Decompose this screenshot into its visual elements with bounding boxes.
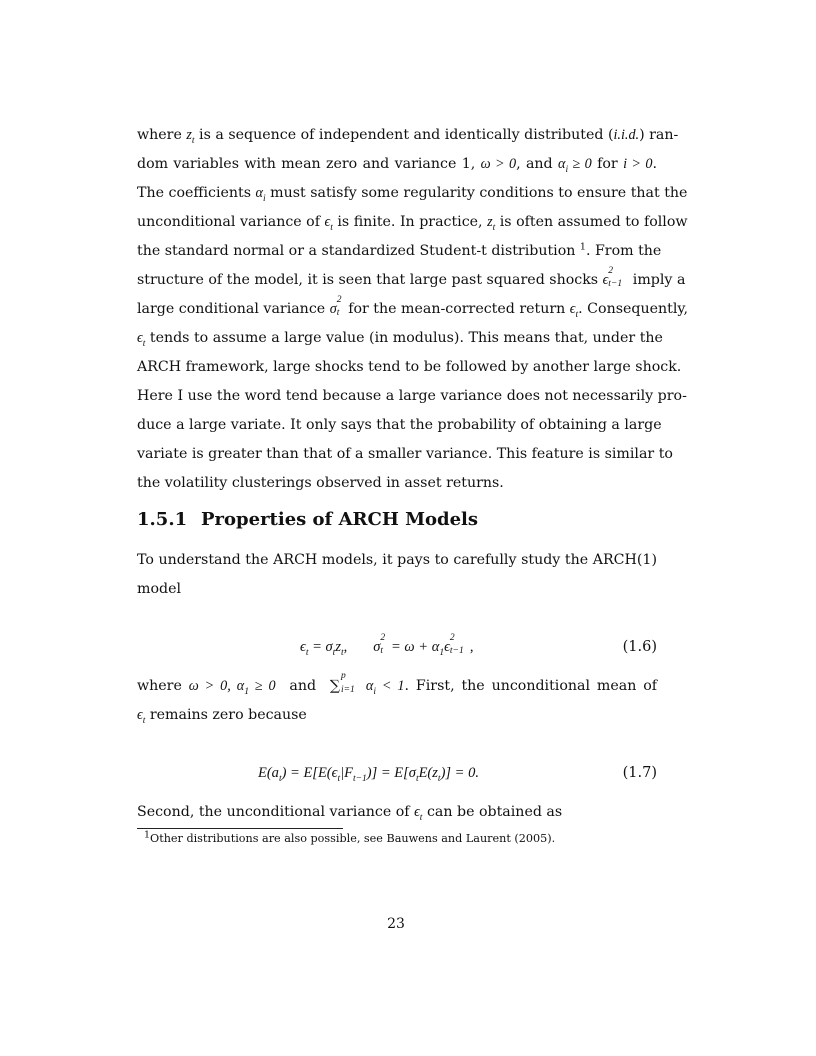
- paragraph-line: large conditional variance σ 2 t for the mean-corrected return $\epsilon_t$. Consequently,: [137, 295, 689, 320]
- footnote-marker: 1: [579, 241, 586, 253]
- paragraph-line: where ω > 0, $\alpha_1 \ge 0$ and ∑ p i=1 $\alpha_i < 1$. First, the unconditional mean of: [137, 671, 658, 697]
- paragraph-line: structure of the model, it is seen that large past squared shocks ϵ 2 t−1 imply a: [137, 266, 686, 289]
- paragraph-line: model: [137, 581, 182, 597]
- section-heading: [137, 508, 478, 532]
- paragraph-line: Here I use the word tend because a large variance does not necessarily pro-: [137, 388, 687, 404]
- paragraph-line: $\epsilon_t$ tends to assume a large value (in modulus). This means that, under the: [137, 330, 663, 349]
- paragraph-line: the standard normal or a standardized Student-t distribution $^1$. From the: [137, 241, 662, 259]
- paragraph-line: ARCH framework, large shocks tend to be followed by another large shock.: [137, 359, 682, 375]
- equation-body: $\epsilon_t = \sigma_tz_t$, σ 2 t = $\omega + \alpha_1\epsilon$ 2 t−1 ,: [300, 633, 474, 658]
- section-number: 1.5.1: [137, 509, 188, 530]
- paragraph-line: the volatility clusterings observed in asset returns.: [137, 475, 504, 491]
- paragraph-line: To understand the ARCH models, it pays to carefully study the ARCH(1): [137, 552, 657, 568]
- paragraph-line: variate is greater than that of a smaller variance. This feature is similar to: [137, 446, 673, 462]
- equation-number: (1.6): [622, 639, 657, 655]
- equation-body: $E(a_t) = E[E(\epsilon_t|F_{t-1})] = E[\sigma_tE(z_t)] = 0$.: [258, 765, 479, 784]
- paragraph-line: duce a large variate. It only says that the probability of obtaining a large: [137, 417, 662, 433]
- equation-number: (1.7): [622, 765, 657, 781]
- footnote: [144, 831, 555, 847]
- footnote-text: Other distributions are also possible, see Bauwens and Laurent (2005).: [150, 832, 556, 845]
- paragraph-line: where $z_t$ is a sequence of independent and identically distributed (i.i.d.) ran-: [137, 127, 679, 146]
- section-title: Properties of ARCH Models: [201, 509, 479, 530]
- footnote-rule: [137, 828, 343, 829]
- equation-1-7: [137, 762, 657, 786]
- footnote-marker: 1: [144, 829, 151, 841]
- paragraph-line: dom variables with mean zero and variance 1, ω > 0, and $\alpha_i \ge 0$ for i > 0.: [137, 156, 657, 175]
- paragraph-line: $\epsilon_t$ remains zero because: [137, 707, 307, 726]
- paragraph-line: unconditional variance of $\epsilon_t$ is finite. In practice, $z_t$ is often assumed to follow: [137, 214, 688, 233]
- page-number: 23: [387, 916, 405, 932]
- paragraph-line: The coefficients $\alpha_i$ must satisfy some regularity conditions to ensure that the: [137, 185, 688, 204]
- equation-1-6: [137, 633, 657, 660]
- paragraph-line: Second, the unconditional variance of $\epsilon_t$ can be obtained as: [137, 804, 563, 823]
